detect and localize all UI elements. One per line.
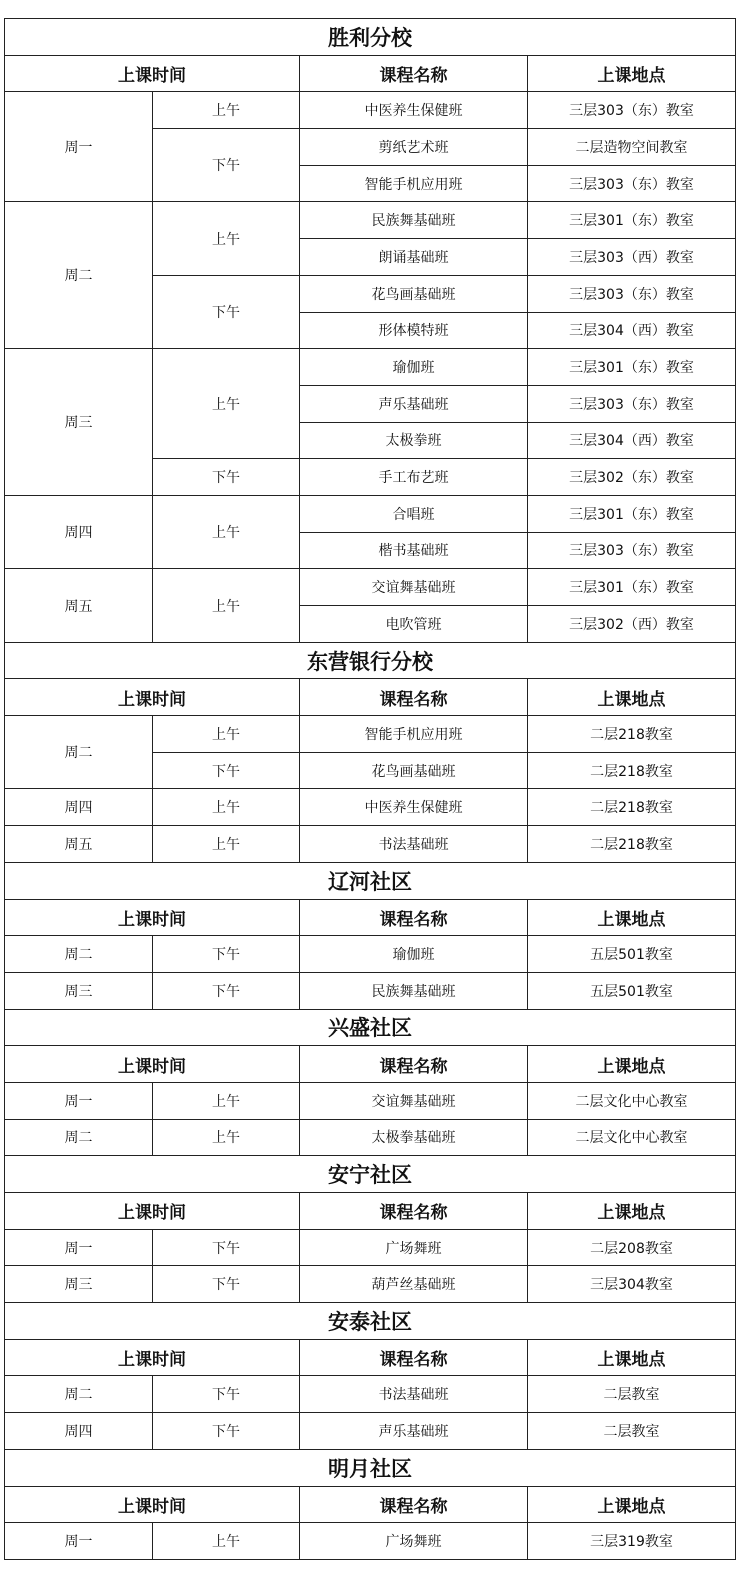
- period-cell: 下午: [153, 1266, 300, 1303]
- day-cell: 周一: [5, 1229, 153, 1266]
- course-name-cell: 形体模特班: [300, 312, 528, 349]
- campus-title-row: [5, 1303, 736, 1340]
- course-name-cell: 书法基础班: [300, 826, 528, 863]
- course-location-cell: 三层303（东）教室: [528, 532, 736, 569]
- period-cell: 上午: [153, 1119, 300, 1156]
- table-row: [5, 202, 736, 239]
- course-location-cell: 三层303（东）教室: [528, 165, 736, 202]
- course-location-cell: 二层218教室: [528, 716, 736, 753]
- course-location-cell: 二层218教室: [528, 826, 736, 863]
- course-name-cell: 书法基础班: [300, 1376, 528, 1413]
- course-name-cell: 民族舞基础班: [300, 972, 528, 1009]
- course-location-cell: 二层教室: [528, 1413, 736, 1450]
- course-location-cell: 五层501教室: [528, 972, 736, 1009]
- table-row: [5, 972, 736, 1009]
- course-location-cell: 二层文化中心教室: [528, 1119, 736, 1156]
- campus-title: 安宁社区: [5, 1156, 736, 1193]
- campus-title: 胜利分校: [5, 19, 736, 56]
- course-name-cell: 电吹管班: [300, 606, 528, 643]
- header-time: 上课时间: [5, 899, 300, 936]
- header-time: 上课时间: [5, 1046, 300, 1083]
- period-cell: 上午: [153, 569, 300, 642]
- course-location-cell: 三层303（东）教室: [528, 275, 736, 312]
- course-location-cell: 二层218教室: [528, 752, 736, 789]
- table-row: [5, 92, 736, 129]
- period-cell: 上午: [153, 349, 300, 459]
- course-location-cell: 二层208教室: [528, 1229, 736, 1266]
- course-location-cell: 三层304（西）教室: [528, 422, 736, 459]
- period-cell: 下午: [153, 1413, 300, 1450]
- table-row: [5, 1413, 736, 1450]
- course-name-cell: 智能手机应用班: [300, 716, 528, 753]
- course-location-cell: 三层304教室: [528, 1266, 736, 1303]
- course-name-cell: 广场舞班: [300, 1523, 528, 1560]
- table-row: [5, 789, 736, 826]
- course-name-cell: 交谊舞基础班: [300, 1082, 528, 1119]
- day-cell: 周四: [5, 495, 153, 568]
- period-cell: 下午: [153, 275, 300, 348]
- table-row: [5, 495, 736, 532]
- day-cell: 周二: [5, 1119, 153, 1156]
- course-location-cell: 三层304（西）教室: [528, 312, 736, 349]
- table-row: [5, 1266, 736, 1303]
- day-cell: 周五: [5, 569, 153, 642]
- period-cell: 下午: [153, 1376, 300, 1413]
- course-name-cell: 民族舞基础班: [300, 202, 528, 239]
- header-location: 上课地点: [528, 1486, 736, 1523]
- course-location-cell: 五层501教室: [528, 936, 736, 973]
- table-row: [5, 1523, 736, 1560]
- table-row: [5, 716, 736, 753]
- column-header-row: [5, 55, 736, 92]
- header-course: 课程名称: [300, 1339, 528, 1376]
- header-course: 课程名称: [300, 899, 528, 936]
- table-row: [5, 349, 736, 386]
- header-location: 上课地点: [528, 679, 736, 716]
- course-name-cell: 葫芦丝基础班: [300, 1266, 528, 1303]
- campus-title-row: [5, 862, 736, 899]
- course-name-cell: 太极拳基础班: [300, 1119, 528, 1156]
- course-name-cell: 手工布艺班: [300, 459, 528, 496]
- course-name-cell: 广场舞班: [300, 1229, 528, 1266]
- course-name-cell: 剪纸艺术班: [300, 129, 528, 166]
- course-location-cell: 三层301（东）教室: [528, 569, 736, 606]
- day-cell: 周四: [5, 1413, 153, 1450]
- period-cell: 上午: [153, 1082, 300, 1119]
- header-time: 上课时间: [5, 1339, 300, 1376]
- column-header-row: [5, 899, 736, 936]
- period-cell: 下午: [153, 972, 300, 1009]
- campus-title: 东营银行分校: [5, 642, 736, 679]
- course-name-cell: 合唱班: [300, 495, 528, 532]
- header-location: 上课地点: [528, 899, 736, 936]
- campus-title: 兴盛社区: [5, 1009, 736, 1046]
- campus-title: 安泰社区: [5, 1303, 736, 1340]
- header-time: 上课时间: [5, 55, 300, 92]
- table-row: [5, 826, 736, 863]
- course-location-cell: 二层218教室: [528, 789, 736, 826]
- course-name-cell: 声乐基础班: [300, 385, 528, 422]
- table-row: [5, 1229, 736, 1266]
- period-cell: 上午: [153, 92, 300, 129]
- course-location-cell: 三层301（东）教室: [528, 202, 736, 239]
- course-name-cell: 交谊舞基础班: [300, 569, 528, 606]
- period-cell: 下午: [153, 936, 300, 973]
- column-header-row: [5, 1339, 736, 1376]
- campus-title-row: [5, 1449, 736, 1486]
- campus-title-row: [5, 19, 736, 56]
- table-row: [5, 1082, 736, 1119]
- course-location-cell: 三层301（东）教室: [528, 349, 736, 386]
- course-location-cell: 三层303（东）教室: [528, 385, 736, 422]
- campus-title-row: [5, 642, 736, 679]
- column-header-row: [5, 679, 736, 716]
- day-cell: 周三: [5, 972, 153, 1009]
- day-cell: 周一: [5, 92, 153, 202]
- course-name-cell: 中医养生保健班: [300, 789, 528, 826]
- campus-title: 辽河社区: [5, 862, 736, 899]
- course-location-cell: 二层文化中心教室: [528, 1082, 736, 1119]
- period-cell: 上午: [153, 495, 300, 568]
- period-cell: 上午: [153, 202, 300, 275]
- course-location-cell: 三层319教室: [528, 1523, 736, 1560]
- course-location-cell: 二层造物空间教室: [528, 129, 736, 166]
- table-row: [5, 1376, 736, 1413]
- day-cell: 周三: [5, 1266, 153, 1303]
- day-cell: 周二: [5, 202, 153, 349]
- day-cell: 周二: [5, 1376, 153, 1413]
- course-location-cell: 三层302（西）教室: [528, 606, 736, 643]
- period-cell: 上午: [153, 789, 300, 826]
- course-name-cell: 瑜伽班: [300, 349, 528, 386]
- header-course: 课程名称: [300, 1486, 528, 1523]
- schedule-body: [5, 19, 736, 1560]
- course-name-cell: 朗诵基础班: [300, 239, 528, 276]
- course-name-cell: 花鸟画基础班: [300, 275, 528, 312]
- day-cell: 周三: [5, 349, 153, 496]
- day-cell: 周二: [5, 716, 153, 789]
- column-header-row: [5, 1193, 736, 1230]
- period-cell: 下午: [153, 1229, 300, 1266]
- course-location-cell: 二层教室: [528, 1376, 736, 1413]
- period-cell: 上午: [153, 716, 300, 753]
- course-schedule-table: [4, 18, 736, 1560]
- table-row: [5, 1119, 736, 1156]
- header-location: 上课地点: [528, 1046, 736, 1083]
- table-row: [5, 936, 736, 973]
- course-name-cell: 中医养生保健班: [300, 92, 528, 129]
- campus-title: 明月社区: [5, 1449, 736, 1486]
- campus-title-row: [5, 1009, 736, 1046]
- column-header-row: [5, 1486, 736, 1523]
- table-row: [5, 569, 736, 606]
- day-cell: 周四: [5, 789, 153, 826]
- course-name-cell: 楷书基础班: [300, 532, 528, 569]
- header-location: 上课地点: [528, 1193, 736, 1230]
- header-course: 课程名称: [300, 1193, 528, 1230]
- period-cell: 上午: [153, 1523, 300, 1560]
- course-location-cell: 三层303（东）教室: [528, 92, 736, 129]
- header-course: 课程名称: [300, 55, 528, 92]
- period-cell: 上午: [153, 826, 300, 863]
- header-time: 上课时间: [5, 1193, 300, 1230]
- day-cell: 周二: [5, 936, 153, 973]
- course-name-cell: 瑜伽班: [300, 936, 528, 973]
- header-time: 上课时间: [5, 1486, 300, 1523]
- column-header-row: [5, 1046, 736, 1083]
- campus-title-row: [5, 1156, 736, 1193]
- day-cell: 周一: [5, 1523, 153, 1560]
- course-name-cell: 太极拳班: [300, 422, 528, 459]
- header-location: 上课地点: [528, 55, 736, 92]
- period-cell: 下午: [153, 459, 300, 496]
- course-name-cell: 声乐基础班: [300, 1413, 528, 1450]
- header-course: 课程名称: [300, 1046, 528, 1083]
- period-cell: 下午: [153, 752, 300, 789]
- header-time: 上课时间: [5, 679, 300, 716]
- header-course: 课程名称: [300, 679, 528, 716]
- course-name-cell: 智能手机应用班: [300, 165, 528, 202]
- course-name-cell: 花鸟画基础班: [300, 752, 528, 789]
- day-cell: 周一: [5, 1082, 153, 1119]
- course-location-cell: 三层302（东）教室: [528, 459, 736, 496]
- header-location: 上课地点: [528, 1339, 736, 1376]
- course-location-cell: 三层301（东）教室: [528, 495, 736, 532]
- period-cell: 下午: [153, 129, 300, 202]
- day-cell: 周五: [5, 826, 153, 863]
- course-location-cell: 三层303（西）教室: [528, 239, 736, 276]
